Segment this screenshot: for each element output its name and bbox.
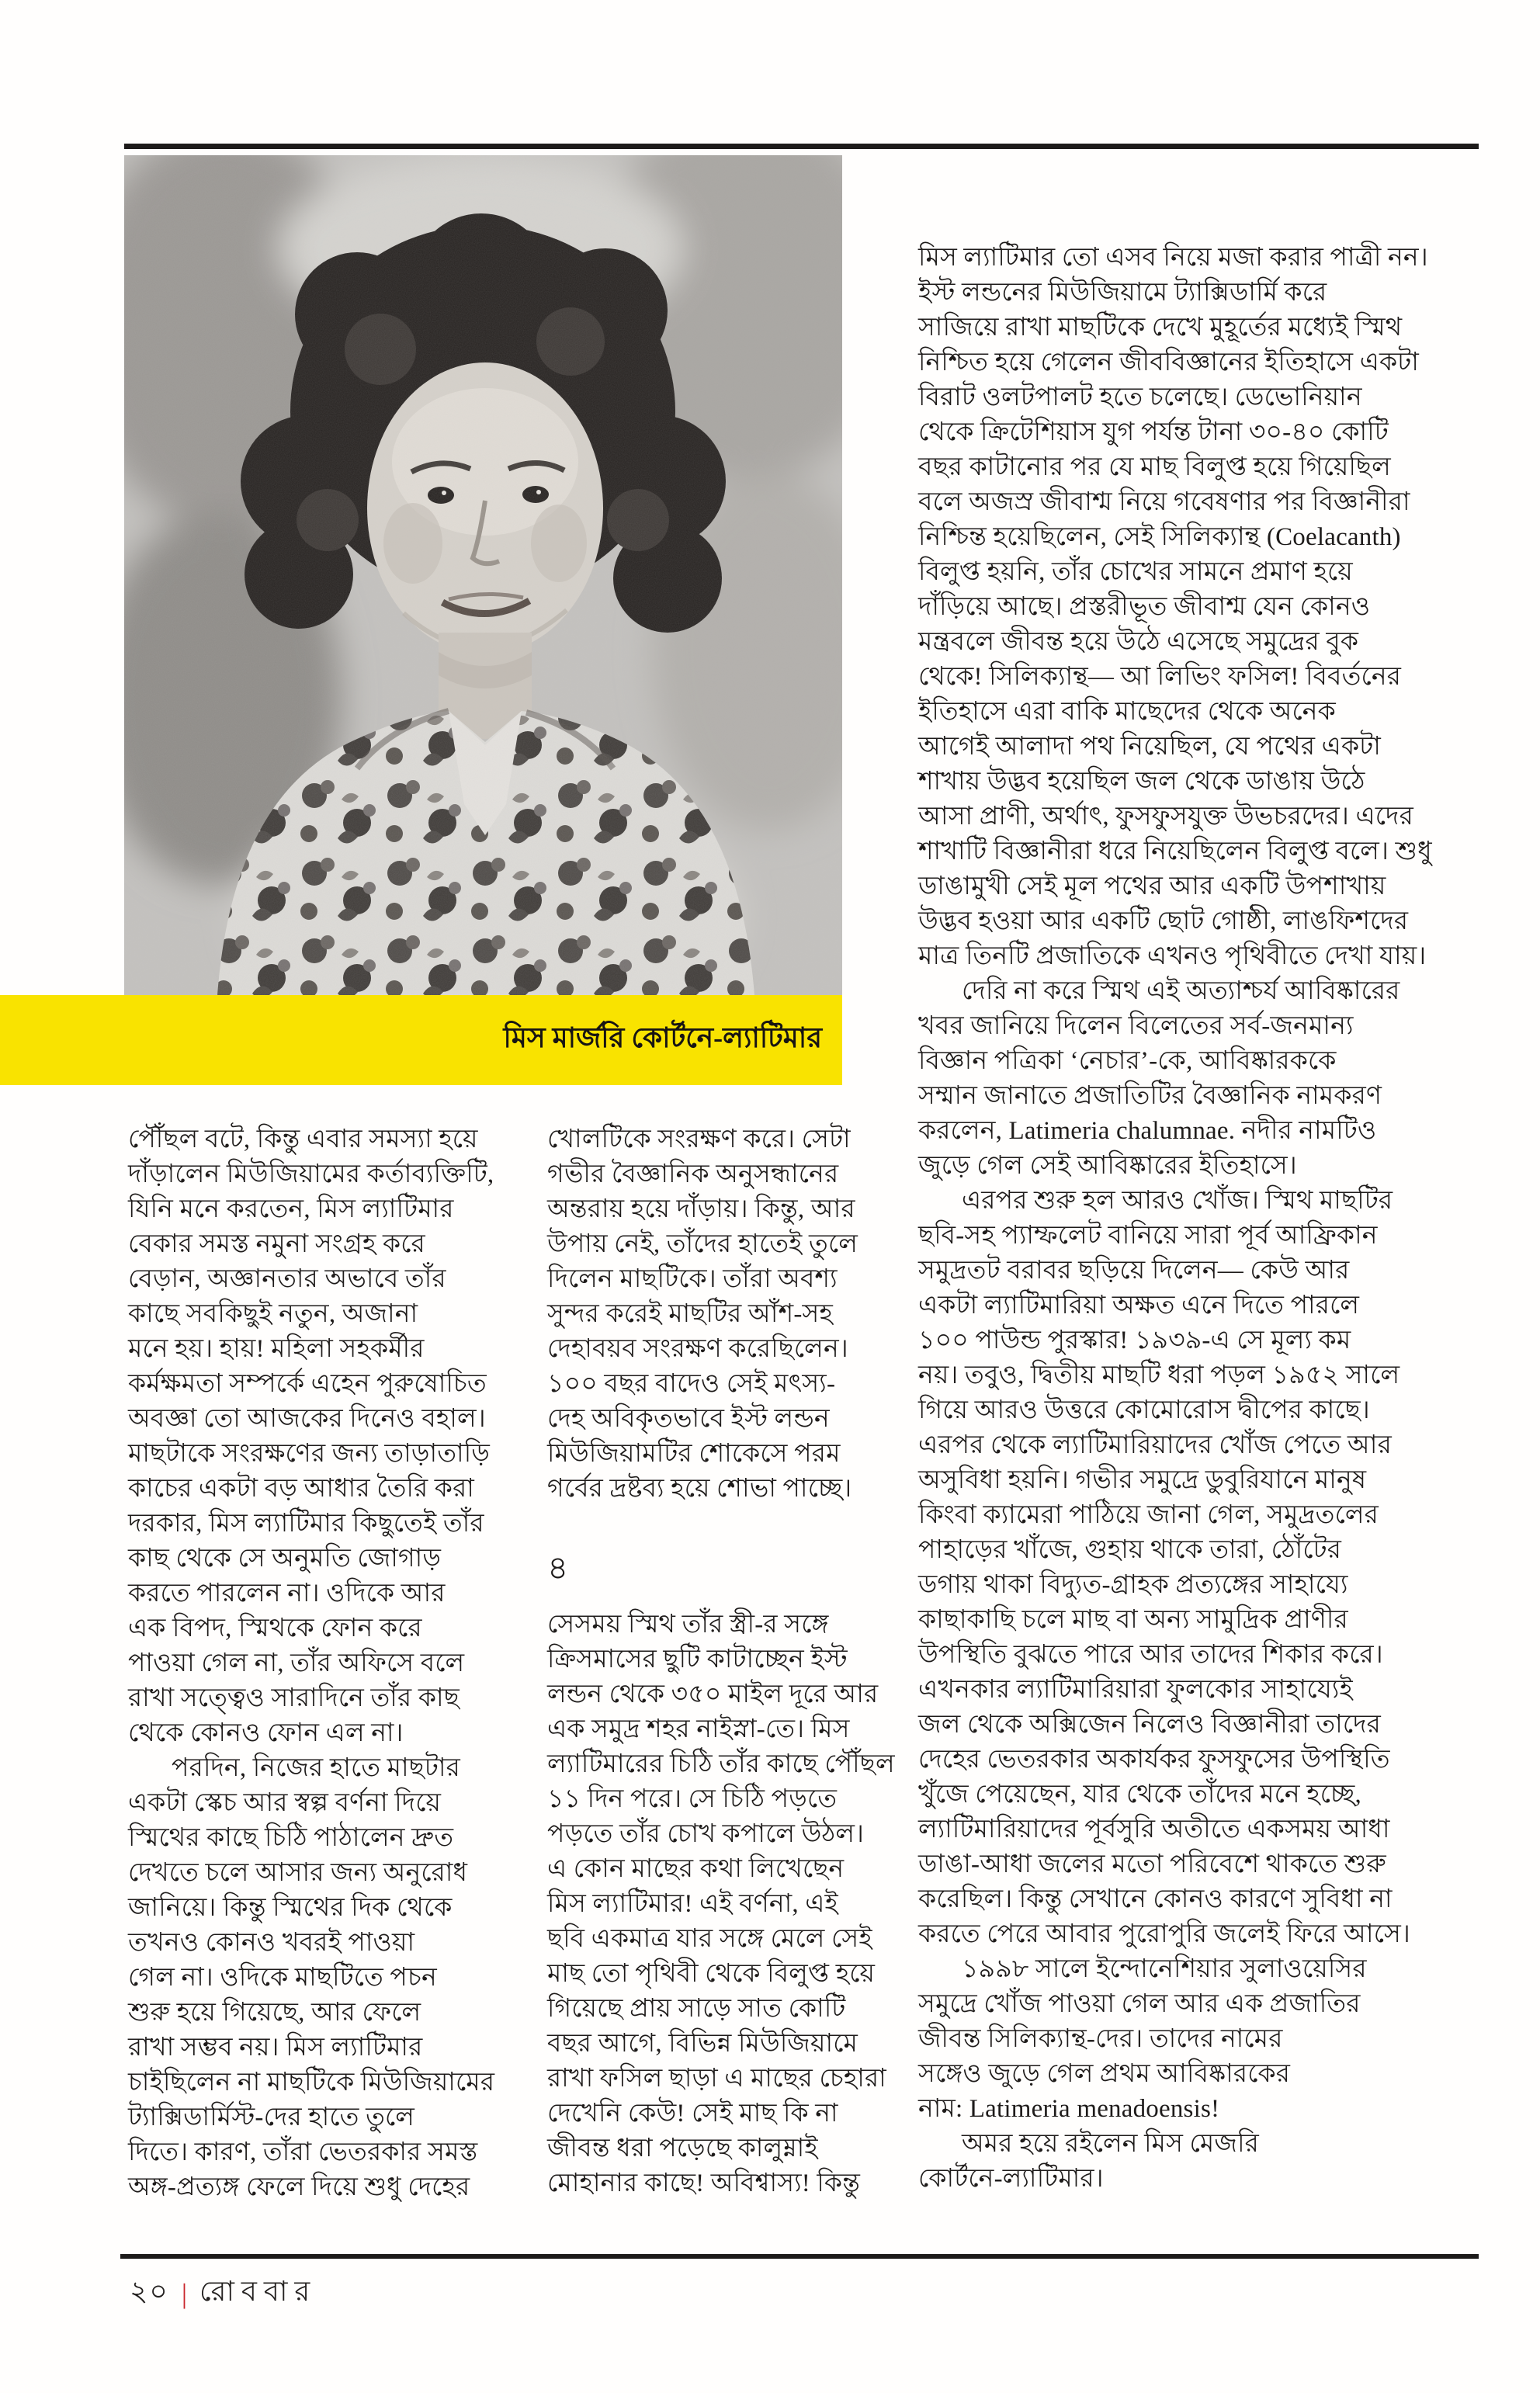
text-line: অমর হয়ে রইলেন মিস মেজরি	[962, 2130, 1259, 2158]
text-line: খোলটিকে সংরক্ষণ করে। সেটা	[547, 1125, 851, 1153]
text-line: দেহের ভেতরকার অকার্যকর ফুসফুসের উপস্থিতি	[918, 1746, 1390, 1774]
text-line: বিলুপ্ত হয়নি, তাঁর চোখের সামনে প্রমাণ হয়ে	[918, 558, 1353, 586]
text-line: দেখেনি কেউ! সেই মাছ কি না	[547, 2100, 838, 2128]
page-number: ২০	[130, 2276, 169, 2307]
text-line: পাহাড়ের খাঁজে, গুহায় থাকে তারা, ঠোঁটের	[918, 1536, 1342, 1564]
text-line: দেহ অবিকৃতভাবে ইস্ট লন্ডন	[547, 1405, 830, 1433]
text-line: শাখাটি বিজ্ঞানীরা ধরে নিয়েছিলেন বিলুপ্ত বলে। শুধু	[918, 838, 1432, 865]
text-line: যিনি মনে করতেন, মিস ল্যাটিমার	[128, 1195, 454, 1223]
text-line: খুঁজে পেয়েছেন, যার থেকে তাঁদের মনে হচ্ছে,	[918, 1781, 1361, 1809]
text-line: মোহানার কাছে! অবিশ্বাস্য! কিন্তু	[547, 2169, 861, 2197]
text-line: ডাঙা-আধা জলের মতো পরিবেশে থাকতে শুরু	[918, 1850, 1386, 1878]
text-line: রাখা সম্ভব নয়। মিস ল্যাটিমার	[128, 2034, 423, 2062]
photo-caption: মিস মার্জরি কোর্টনে-ল্যাটিমার	[503, 1022, 822, 1053]
text-line: জানিয়ে। কিন্তু স্মিথের দিক থেকে	[128, 1894, 453, 1922]
column-right	[918, 241, 1481, 2197]
text-line: গেল না। ওদিকে মাছটিতে পচন	[128, 1964, 437, 1992]
text-line: ১১ দিন পরে। সে চিঠি পড়তে	[547, 1785, 838, 1813]
footer-rule	[120, 2254, 1479, 2259]
text-line: মাত্র তিনটি প্রজাতিকে এখনও পৃথিবীতে দেখা যায়।	[918, 942, 1427, 970]
text-line: নিশ্চিত হয়ে গেলেন জীববিজ্ঞানের ইতিহাসে একটা	[918, 349, 1420, 376]
text-line: চাইছিলেন না মাছটিকে মিউজিয়ামের	[128, 2069, 495, 2096]
text-line: করতে পেরে আবার পুরোপুরি জলেই ফিরে আসে।	[918, 1920, 1410, 1948]
text-line: গভীর বৈজ্ঞানিক অনুসন্ধানের	[547, 1160, 839, 1188]
text-line: কাছাকাছি চলে মাছ বা অন্য সামুদ্রিক প্রাণীর	[918, 1606, 1348, 1634]
text-line: বিরাট ওলটপালট হতে চলেছে। ডেভোনিয়ান	[918, 383, 1362, 411]
top-rule	[124, 144, 1479, 149]
text-line: সাজিয়ে রাখা মাছটিকে দেখে মুহূর্তের মধ্যেই স্মিথ	[918, 314, 1403, 342]
text-line: আগেই আলাদা পথ নিয়েছিল, যে পথের একটা	[918, 733, 1382, 761]
text-line: মাছটাকে সংরক্ষণের জন্য তাড়াতাড়ি	[128, 1440, 490, 1468]
text-line: এখনকার ল্যাটিমারিয়ারা ফুলকোর সাহায্যেই	[918, 1676, 1353, 1704]
text-line: থেকে! সিলিক্যান্থ— আ লিভিং ফসিল! বিবর্তনের	[918, 663, 1402, 691]
text-line: আসা প্রাণী, অর্থাৎ, ফুসফুসযুক্ত উভচরদের। এদের	[918, 803, 1413, 831]
text-line: মিউজিয়ামটির শোকেসে পরম	[547, 1440, 841, 1468]
text-line: দেরি না করে স্মিথ এই অত্যাশ্চর্য আবিষ্কারের	[962, 977, 1400, 1005]
text-line: দাঁড়ালেন মিউজিয়ামের কর্তাব্যক্তিটি,	[128, 1160, 494, 1188]
text-line: সেসময় স্মিথ তাঁর স্ত্রী-র সঙ্গে	[547, 1611, 829, 1639]
text-line: করলেন, Latimeria chalumnae. নদীর নামটিও	[918, 1117, 1377, 1145]
text-line: গিয়েছে প্রায় সাড়ে সাত কোটি	[547, 1995, 846, 2023]
text-line: থেকে কোনও ফোন এল না।	[128, 1719, 404, 1747]
text-line: কাছে সবকিছুই নতুন, অজানা	[128, 1300, 418, 1328]
text-line: জুড়ে গেল সেই আবিষ্কারের ইতিহাসে।	[918, 1152, 1297, 1180]
text-line: গর্বের দ্রষ্টব্য হয়ে শোভা পাচ্ছে।	[547, 1475, 852, 1503]
text-line: অবজ্ঞা তো আজকের দিনেও বহাল।	[128, 1405, 486, 1433]
column-middle	[547, 1122, 895, 2201]
text-line: একটা ল্যাটিমারিয়া অক্ষত এনে দিতে পারলে	[918, 1292, 1360, 1320]
text-line: জীবন্ত সিলিক্যান্থ-দের। তাদের নামের	[918, 2025, 1283, 2053]
text-line: দরকার, মিস ল্যাটিমার কিছুতেই তাঁর	[128, 1510, 484, 1538]
text-line: উপায় নেই, তাঁদের হাতেই তুলে	[547, 1230, 858, 1258]
text-line: বছর আগে, বিভিন্ন মিউজিয়ামে	[547, 2030, 858, 2058]
text-line: মন্ত্রবলে জীবন্ত হয়ে উঠে এসেছে সমুদ্রের বুক	[918, 628, 1359, 656]
page-footer	[130, 2274, 317, 2313]
text-line: ১০০ পাউন্ড পুরস্কার! ১৯৩৯-এ সে মূল্য কম	[918, 1327, 1351, 1354]
text-line: খবর জানিয়ে দিলেন বিলেতের সর্ব-জনমান্য	[918, 1012, 1354, 1040]
text-line: ১০০ বছর বাদেও সেই মৎস্য-	[547, 1370, 836, 1398]
text-line: অসুবিধা হয়নি। গভীর সমুদ্রে ডুবুরিযানে মানুষ	[918, 1466, 1367, 1494]
text-line: পরদিন, নিজের হাতে মাছটার	[172, 1754, 461, 1782]
text-line: কিংবা ক্যামেরা পাঠিয়ে জানা গেল, সমুদ্রতলের	[918, 1501, 1379, 1529]
text-line: কাছ থেকে সে অনুমতি জোগাড়	[128, 1545, 442, 1573]
footer-separator: |	[181, 2278, 188, 2309]
text-line: দেহাবয়ব সংরক্ষণ করেছিলেন।	[547, 1335, 848, 1363]
text-line: ক্রিসমাসের ছুটি কাটাচ্ছেন ইস্ট	[547, 1646, 848, 1673]
column-left	[128, 1122, 495, 2205]
text-line: দাঁড়িয়ে আছে। প্রস্তরীভূত জীবাশ্ম যেন কোনও	[918, 593, 1371, 621]
text-line: ইস্ট লন্ডনের মিউজিয়ামে ট্যাক্সিডার্মি করে	[918, 279, 1327, 307]
text-line: সঙ্গেও জুড়ে গেল প্রথম আবিষ্কারকের	[918, 2060, 1291, 2088]
text-line: অঙ্গ-প্রত্যঙ্গ ফেলে দিয়ে শুধু দেহের	[128, 2173, 470, 2201]
text-line: এক সমুদ্র শহর নাইস্না-তে। মিস	[547, 1715, 850, 1743]
portrait-photo-art	[124, 155, 842, 995]
text-line: মনে হয়। হায়! মহিলা সহকর্মীর	[128, 1335, 425, 1363]
text-line: জীবন্ত ধরা পড়েছে কালুম্নাই	[547, 2135, 818, 2162]
text-line: ছবি-সহ প্যাম্ফলেট বানিয়ে সারা পূর্ব আফ্রিকান	[918, 1222, 1378, 1250]
text-line: বেকার সমস্ত নমুনা সংগ্রহ করে	[128, 1230, 425, 1258]
text-line: নয়। তবুও, দ্বিতীয় মাছটি ধরা পড়ল ১৯৫২ সালে	[918, 1361, 1400, 1389]
text-line: বলে অজস্র জীবাশ্ম নিয়ে গবেষণার পর বিজ্ঞানীরা	[918, 488, 1410, 516]
text-line: বেড়ান, অজ্ঞানতার অভাবে তাঁর	[128, 1265, 446, 1293]
section-number: ৪	[547, 1551, 569, 1587]
text-line: দিতে। কারণ, তাঁরা ভেতরকার সমস্ত	[128, 2138, 478, 2166]
text-line: দেখতে চলে আসার জন্য অনুরোধ	[128, 1859, 468, 1887]
text-line: করেছিল। কিন্তু সেখানে কোনও কারণে সুবিধা না	[918, 1885, 1393, 1913]
text-line: ইতিহাসে এরা বাকি মাছেদের থেকে অনেক	[918, 698, 1336, 726]
text-line: থেকে ক্রিটেশিয়াস যুগ পর্যন্ত টানা ৩০-৪০ কোটি	[918, 418, 1389, 446]
text-line: পড়তে তাঁর চোখ কপালে উঠল।	[547, 1820, 865, 1848]
text-line: কাচের একটা বড় আধার তৈরি করা	[128, 1475, 475, 1503]
text-line: ডগায় থাকা বিদ্যুত-গ্রাহক প্রত্যঙ্গের সাহায্যে	[918, 1571, 1348, 1599]
text-line: লন্ডন থেকে ৩৫০ মাইল দূরে আর	[547, 1680, 879, 1708]
text-line: পৌঁছল বটে, কিন্তু এবার সমস্যা হয়ে	[128, 1125, 478, 1153]
text-line: পাওয়া গেল না, তাঁর অফিসে বলে	[128, 1649, 465, 1677]
text-line: এক বিপদ, স্মিথকে ফোন করে	[128, 1614, 422, 1642]
text-line: মিস ল্যাটিমার! এই বর্ণনা, এই	[547, 1890, 838, 1918]
text-line: নাম: Latimeria menadoensis!	[918, 2095, 1220, 2123]
text-line: এ কোন মাছের কথা লিখেছেন	[547, 1855, 845, 1883]
text-line: জল থেকে অক্সিজেন নিলেও বিজ্ঞানীরা তাদের	[918, 1711, 1381, 1739]
text-line: বিজ্ঞান পত্রিকা ‘নেচার’-কে, আবিষ্কারককে	[918, 1047, 1337, 1075]
text-line: করতে পারলেন না। ওদিকে আর	[128, 1580, 446, 1607]
photo-caption-bar	[0, 995, 842, 1085]
text-line: সমুদ্রতট বরাবর ছড়িয়ে দিলেন— কেউ আর	[918, 1257, 1350, 1285]
text-line: উপস্থিতি বুঝতে পারে আর তাদের শিকার করে।	[918, 1641, 1383, 1669]
text-line: ছবি একমাত্র যার সঙ্গে মেলে সেই	[547, 1925, 872, 1953]
text-line: সম্মান জানাতে প্রজাতিটির বৈজ্ঞানিক নামকরণ	[918, 1082, 1382, 1110]
text-line: কোর্টনে-ল্যাটিমার।	[918, 2165, 1104, 2193]
text-line: উদ্ভব হওয়া আর একটি ছোট গোষ্ঠী, লাঙফিশদের	[918, 907, 1409, 935]
text-line: দিলেন মাছটিকে। তাঁরা অবশ্য	[547, 1265, 838, 1293]
text-line: একটা স্কেচ আর স্বল্প বর্ণনা দিয়ে	[128, 1789, 442, 1817]
text-line: রাখা সত্ত্বেও সারাদিনে তাঁর কাছ	[128, 1684, 460, 1712]
text-line: গিয়ে আরও উত্তরে কোমোরোস দ্বীপের কাছে।	[918, 1396, 1370, 1424]
magazine-name: রোববার	[199, 2276, 317, 2307]
text-line: বছর কাটানোর পর যে মাছ বিলুপ্ত হয়ে গিয়েছিল	[918, 453, 1391, 481]
text-line: ডাঙামুখী সেই মূল পথের আর একটি উপশাখায়	[918, 872, 1386, 900]
text-line: ল্যাটিমারের চিঠি তাঁর কাছে পৌঁছল	[547, 1750, 895, 1778]
text-line: ১৯৯৮ সালে ইন্দোনেশিয়ার সুলাওয়েসির	[962, 1955, 1367, 1983]
text-line: অন্তরায় হয়ে দাঁড়ায়। কিন্তু, আর	[547, 1195, 855, 1223]
text-line: এরপর শুরু হল আরও খোঁজ। স্মিথ মাছটির	[962, 1187, 1393, 1215]
text-line: স্মিথের কাছে চিঠি পাঠালেন দ্রুত	[128, 1824, 454, 1852]
text-line: রাখা ফসিল ছাড়া এ মাছের চেহারা	[547, 2065, 886, 2093]
text-line: শাখায় উদ্ভব হয়েছিল জল থেকে ডাঙায় উঠে	[918, 768, 1365, 796]
text-line: নিশ্চিন্ত হয়েছিলেন, সেই সিলিক্যান্থ (Coelacanth)	[918, 523, 1401, 551]
text-line: ট্যাক্সিডার্মিস্ট-দের হাতে তুলে	[128, 2103, 415, 2131]
text-line: মিস ল্যাটিমার তো এসব নিয়ে মজা করার পাত্রী নন।	[918, 244, 1428, 272]
text-line: মাছ তো পৃথিবী থেকে বিলুপ্ত হয়ে	[547, 1960, 876, 1988]
portrait-photo	[124, 155, 842, 995]
text-line: কর্মক্ষমতা সম্পর্কে এহেন পুরুষোচিত	[128, 1370, 487, 1398]
text-line: সুন্দর করেই মাছটির আঁশ-সহ	[547, 1300, 834, 1328]
text-line: সমুদ্রে খোঁজ পাওয়া গেল আর এক প্রজাতির	[918, 1990, 1361, 2018]
text-line: এরপর থেকে ল্যাটিমারিয়াদের খোঁজ পেতে আর	[918, 1431, 1392, 1459]
text-line: তখনও কোনও খবরই পাওয়া	[128, 1929, 415, 1957]
text-line: শুরু হয়ে গিয়েছে, আর ফেলে	[128, 1999, 421, 2027]
text-line: ল্যাটিমারিয়াদের পূর্বসুরি অতীতে একসময় আধা	[918, 1816, 1390, 1843]
